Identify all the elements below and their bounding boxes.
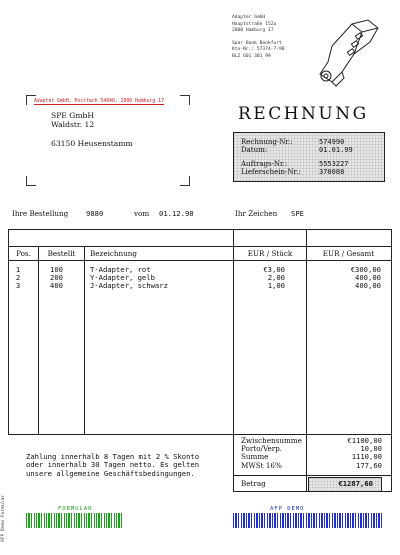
row-unit	[240, 266, 285, 291]
barcode-left-label: FORMULAR	[58, 506, 93, 512]
info-values-2	[319, 160, 349, 176]
recipient-line: 63150 Heusenstamm	[51, 139, 133, 149]
totals-divider	[306, 433, 307, 492]
barcode-right	[233, 513, 383, 528]
table-cell: 1	[15, 265, 21, 274]
vom-value: 01.12.98	[159, 209, 194, 218]
vat-value: 177,60	[356, 460, 382, 470]
payment-terms	[26, 453, 199, 478]
rechnung-label: Rechnung-Nr.:	[241, 138, 293, 146]
row-qty	[50, 266, 63, 291]
totals-divider	[233, 475, 391, 476]
terms-line: oder innerhalb 30 Tagen netto. Es gelten	[26, 460, 200, 470]
sender-line: Kto-Nr.: 57374-7-90	[232, 47, 285, 53]
table-cell: Y-Adapter, gelb	[90, 273, 155, 283]
table-cell: 100	[50, 265, 63, 274]
zeichen-label: Ihr Zeichen	[235, 209, 278, 218]
terms-line: Zahlung innerhalb 8 Tagen mit 2 % Skonto	[26, 452, 200, 461]
document-title: RECHNUNG	[238, 104, 369, 124]
window-corner	[180, 176, 190, 186]
sender-line: Spar Bank Bankfurt	[232, 40, 282, 46]
recipient-line: SPE GmbH	[51, 111, 95, 120]
row-desc	[90, 266, 168, 291]
shipping-value: 10,00	[360, 444, 382, 454]
recipient-address	[51, 111, 133, 149]
totals-labels	[241, 437, 302, 470]
table-cell: 2,00	[267, 273, 285, 283]
invoice-info-box	[233, 132, 385, 182]
table-divider	[84, 246, 85, 434]
table-cell: €3,00	[263, 265, 285, 274]
zeichen-value: SPE	[291, 209, 304, 218]
shipping-label: Porto/Verp.	[241, 444, 283, 454]
betrag-value: €1287,60	[338, 479, 373, 488]
header-stueck: EUR / Stück	[247, 249, 293, 258]
datum-value: 01.01.99	[319, 146, 353, 154]
vat-label: MWSt 16%	[241, 460, 282, 470]
return-address: Adapter GmbH, Postfach 54040, 2000 Hamburg 17	[34, 99, 164, 104]
header-gesamt: EUR / Gesamt	[322, 249, 375, 258]
table-cell: 200	[50, 273, 63, 283]
barcode-right-label: AFP DEMO	[270, 506, 305, 512]
subtotal-value: €1100,00	[347, 436, 382, 445]
info-labels-2	[241, 160, 301, 176]
table-cell: 2	[15, 273, 21, 283]
window-corner	[26, 176, 36, 186]
vom-label: vom	[134, 209, 150, 218]
sender-line: Adapter GmbH	[232, 15, 266, 20]
barcode-left	[26, 513, 122, 528]
header-pos: Pos.	[16, 249, 31, 258]
rechnung-value: 574990	[319, 138, 345, 146]
side-text: AFP Demo Formular	[1, 494, 7, 543]
auftrag-label: Auftrags-Nr.:	[241, 160, 288, 168]
window-corner	[180, 95, 190, 105]
table-divider	[8, 260, 391, 261]
sender-line: 2000 Hamburg 17	[232, 28, 274, 34]
table-divider	[233, 229, 234, 434]
auftrag-value: 5553227	[319, 160, 349, 168]
row-total	[310, 266, 381, 291]
adapter-logo-icon	[312, 12, 384, 87]
table-divider	[38, 246, 39, 434]
table-cell: 1,00	[267, 281, 285, 291]
row-pos	[9, 266, 27, 291]
table-cell: €300,00	[350, 265, 381, 274]
sender-line: Hauptstraße 152a	[232, 21, 277, 27]
subtotal-label: Zwischensumme	[241, 436, 302, 445]
recipient-line: Waldstr. 12	[51, 120, 95, 130]
table-cell: 400,00	[355, 281, 381, 291]
sender-line: BLZ 601 301 99	[232, 53, 271, 59]
totals-values	[310, 437, 382, 470]
info-values-1	[319, 138, 353, 154]
sum-value: 1110,00	[351, 452, 382, 462]
datum-label: Datum:	[241, 146, 268, 154]
table-divider	[8, 246, 391, 247]
header-bezeichnung: Bezeichnung	[90, 249, 138, 258]
bestellung-value: 9880	[86, 209, 104, 218]
betrag-label: Betrag	[241, 479, 266, 488]
terms-line: unsere allgemeine Geschäftsbedingungen.	[26, 468, 195, 478]
sender-address-block	[232, 15, 322, 61]
lieferschein-value: 378088	[319, 168, 345, 176]
info-labels-1	[241, 138, 293, 154]
header-bestellt: Bestellt	[47, 249, 76, 258]
table-divider	[306, 229, 307, 434]
sum-label: Summe	[241, 452, 269, 462]
table-cell: 3	[15, 281, 21, 291]
table-cell: 400,00	[355, 273, 381, 283]
bestellung-label: Ihre Bestellung	[12, 209, 69, 218]
table-cell: T-Adapter, rot	[90, 265, 151, 274]
table-cell: J-Adapter, schwarz	[90, 281, 168, 291]
lieferschein-label: Lieferschein-Nr.:	[241, 168, 301, 176]
table-cell: 400	[50, 281, 63, 291]
